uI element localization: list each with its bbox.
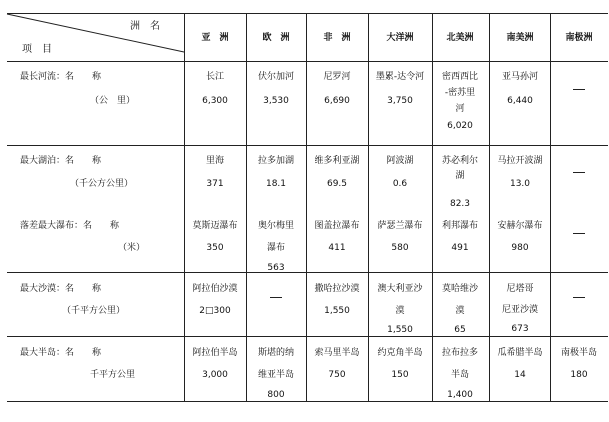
pen-na-value: 1,400 [447,390,473,400]
desert-antarctica-dash [573,297,585,298]
row-desert-label: 最大沙漠：名 称 [20,284,102,294]
falls-oceania-value: 580 [391,243,409,253]
header-north-america: 北美洲 [446,33,474,43]
falls-asia-name: 莫斯迈瀑布 [192,221,238,231]
desert-africa-value: 1,550 [324,306,350,316]
pen-antarctica-name: 南极半岛 [560,348,598,358]
desert-sa-name-1: 尼塔哥 [506,284,534,294]
pen-na-name-2: 半岛 [450,370,470,380]
desert-africa-name: 撒哈拉沙漠 [314,284,360,294]
falls-na-value: 491 [451,243,469,253]
river-sa-value: 6,440 [507,96,533,106]
pen-antarctica-value: 180 [570,370,588,380]
falls-europe-name-1: 奥尔梅里 [257,221,295,231]
header-corner-top: 洲 名 [130,21,160,32]
lake-asia-value: 371 [206,179,224,189]
header-asia: 亚 洲 [201,33,229,43]
river-sa-name: 亚马孙河 [501,72,539,82]
pen-asia-value: 3,000 [202,370,228,380]
river-africa-name: 尼罗河 [323,72,351,82]
river-na-name-2: -密苏里 [444,88,476,98]
lake-oceania-value: 0.6 [392,179,408,189]
desert-oceania-value: 1,550 [387,325,413,335]
desert-asia-value: 2□300 [199,306,231,316]
pen-oceania-name: 约克角半岛 [377,348,423,358]
header-africa: 非 洲 [323,33,351,43]
falls-europe-value: 563 [267,263,285,273]
river-asia-value: 6,300 [202,96,228,106]
river-na-name-1: 密西西比 [441,72,479,82]
river-na-value: 6,020 [447,121,473,131]
row-river-label: 最长河流：名 称 [20,72,102,82]
row-river-unit: （公 里） [90,96,136,106]
falls-oceania-name: 萨瑟兰瀑布 [377,221,423,231]
lake-na-name-2: 湖 [455,171,465,181]
header-antarctica: 南极洲 [565,33,593,43]
falls-sa-value: 980 [511,243,529,253]
lake-na-name-1: 苏必利尔 [441,156,479,166]
falls-africa-value: 411 [328,243,346,253]
river-africa-value: 6,690 [324,96,350,106]
pen-oceania-value: 150 [391,370,409,380]
lake-antarctica-dash [573,172,585,173]
river-asia-name: 长江 [205,72,225,82]
lake-asia-name: 里海 [205,156,225,166]
row-lake-unit: （千公方公里） [70,179,134,189]
pen-europe-name-2: 维亚半岛 [257,370,295,380]
falls-asia-value: 350 [206,243,224,253]
river-europe-name: 伏尔加河 [257,72,295,82]
lake-oceania-name: 阿波湖 [386,156,414,166]
lake-na-value: 82.3 [449,199,471,209]
falls-antarctica-dash [573,233,585,234]
desert-na-name-2: 漠 [455,306,465,316]
row-waterfall-unit: （米） [118,243,146,253]
pen-sa-name: 瓜希腊半岛 [497,348,543,358]
header-corner-bottom: 项 目 [22,44,52,55]
header-oceania: 大洋洲 [386,33,414,43]
desert-sa-value: 673 [511,324,529,334]
desert-na-name-1: 莫哈维沙 [441,284,479,294]
pen-europe-name-1: 斯堪的纳 [257,348,295,358]
river-europe-value: 3,530 [263,96,289,106]
pen-africa-name: 索马里半岛 [314,348,360,358]
river-oceania-name: 墨累-达令河 [375,72,425,82]
row-peninsula-label: 最大半岛：名 称 [20,348,102,358]
lake-europe-value: 18.1 [265,179,287,189]
pen-africa-value: 750 [328,370,346,380]
lake-sa-name: 马拉开波湖 [497,156,543,166]
lake-europe-name: 拉多加湖 [257,156,295,166]
row-lake-label: 最大湖泊：名 称 [20,156,102,166]
pen-asia-name: 阿拉伯半岛 [192,348,238,358]
desert-europe-dash [270,297,282,298]
desert-oceania-name-2: 漠 [395,306,405,316]
lake-sa-value: 13.0 [509,179,531,189]
desert-oceania-name-1: 澳大利亚沙 [377,284,423,294]
falls-na-name: 利邦瀑布 [441,221,479,231]
desert-na-value: 65 [454,325,466,335]
desert-sa-name-2: 尼亚沙漠 [501,305,539,315]
header-south-america: 南美洲 [506,33,534,43]
row-waterfall-label: 落差最大瀑布：名 称 [20,221,120,231]
falls-europe-name-2: 瀑布 [266,243,286,253]
desert-asia-name: 阿拉伯沙漠 [192,284,238,294]
river-oceania-value: 3,750 [387,96,413,106]
river-antarctica-dash [573,89,585,90]
pen-sa-value: 14 [514,370,526,380]
lake-africa-value: 69.5 [326,179,348,189]
pen-na-name-1: 拉布拉多 [441,348,479,358]
row-peninsula-unit: 千平方公里 [90,370,136,380]
row-desert-unit: （千平方公里） [62,306,126,316]
falls-sa-name: 安赫尔瀑布 [497,221,543,231]
pen-europe-value: 800 [267,390,285,400]
header-europe: 欧 洲 [262,33,290,43]
falls-africa-name: 图盖拉瀑布 [314,221,360,231]
lake-africa-name: 维多利亚湖 [314,156,360,166]
river-na-name-3: 河 [455,104,465,114]
